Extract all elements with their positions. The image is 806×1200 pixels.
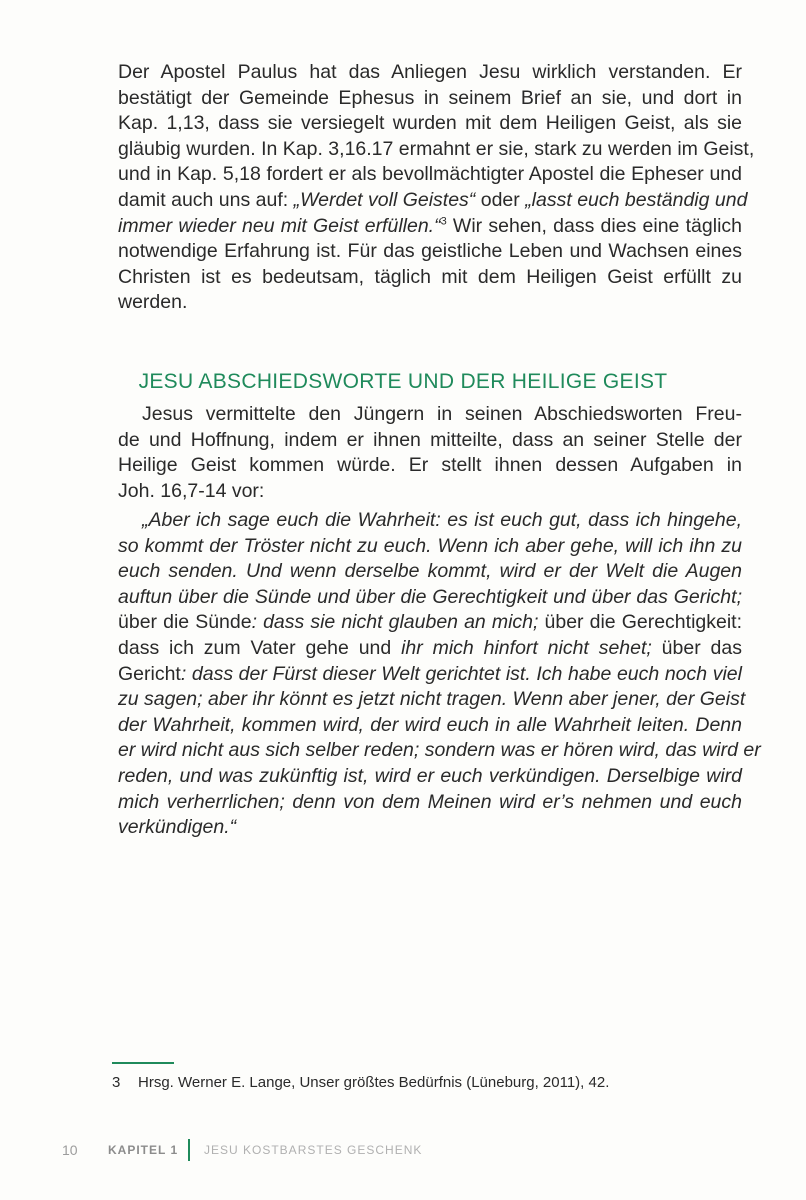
chapter-label: KAPITEL 1 (108, 1143, 179, 1157)
quote-line: mich verherrlichen; denn von dem Meinen wird er’s nehmen und euch (118, 790, 742, 813)
text-segment: Gericht (118, 662, 181, 685)
text-line (118, 214, 742, 240)
section-heading: JESU ABSCHIEDSWORTE UND DER HEILIGE GEIST (138, 370, 668, 393)
footnote-divider (112, 1062, 174, 1064)
text-segment: über die Gerechtigkeit: (538, 611, 743, 634)
quote-line: so kommt der Tröster nicht zu euch. Wenn ich aber gehe, will ich ihn zu (118, 534, 742, 557)
text-segment: oder (475, 188, 526, 211)
text-segment: Wir sehen, dass dies eine täglich (446, 214, 742, 237)
text-line: de und Hoffnung, indem er ihnen mitteilte, dass an seiner Stelle der (118, 428, 742, 451)
text-line: gläubig wurden. In Kap. 3,16.17 ermahnt er sie, stark zu werden im Geist, (118, 137, 755, 160)
text-line (118, 188, 748, 214)
quote-line: zu sagen; aber ihr könnt es jetzt nicht tragen. Wenn aber jener, der Geist (118, 688, 746, 711)
text-segment: dass ich zum Vater gehe und (118, 636, 402, 659)
text-line: bestätigt der Gemeinde Ephesus in seinem Brief an sie, und dort in (118, 86, 742, 109)
text-line: werden. (118, 291, 188, 314)
page-footer (0, 1140, 806, 1164)
footnote-text: Hrsg. Werner E. Lange, Unser größtes Bedürfnis (Lüneburg, 2011), 42. (138, 1074, 610, 1091)
quote-segment: „lasst euch beständig und (525, 188, 748, 211)
text-line: Joh. 16,7-14 vor: (118, 479, 265, 502)
chapter-title: JESU KOSTBARSTES GESCHENK (204, 1143, 423, 1157)
text-line: Heilige Geist kommen würde. Er stellt ihnen dessen Aufgaben in (118, 454, 742, 477)
paragraph-paulus (118, 60, 755, 316)
text-segment: damit auch uns auf: (118, 188, 294, 211)
text-line: notwendige Erfahrung ist. Für das geistliche Leben und Wachsen eines (118, 240, 742, 263)
page-number: 10 (62, 1142, 78, 1158)
paragraph-abschiedsworte (118, 402, 742, 504)
text-line: Kap. 1,13, dass sie versiegelt wurden mit dem Heiligen Geist, als sie (118, 112, 742, 135)
text-segment: über das (651, 636, 742, 659)
quote-line (118, 610, 742, 636)
text-line: Jesus vermittelte den Jüngern in seinen Abschiedsworten Freu- (142, 403, 742, 425)
quote-segment: „Werdet voll Geistes“ (293, 188, 476, 211)
quote-segment: : dass der Fürst dieser Welt gerichtet ist. Ich habe euch noch viel (180, 662, 742, 685)
quote-line: auftun über die Sünde und über die Gerechtigkeit und über das Gericht; (118, 585, 742, 608)
footnote (112, 1074, 609, 1091)
quote-segment: ihr mich hinfort nicht sehet; (401, 636, 652, 659)
quote-line: „Aber ich sage euch die Wahrheit: es ist euch gut, dass ich hingehe, (142, 509, 742, 531)
text-line: Christen ist es bedeutsam, täglich mit dem Heiligen Geist erfüllt zu (118, 265, 742, 288)
text-segment: über die Sünde (118, 611, 252, 634)
quote-line: reden, und was zukünftig ist, wird er euch verkündigen. Derselbige wird (118, 764, 742, 787)
text-line: und in Kap. 5,18 fordert er als bevollmächtigter Apostel die Epheser und (118, 163, 742, 186)
footer-divider (188, 1139, 190, 1161)
quote-line: der Wahrheit, kommen wird, der wird euch in alle Wahrheit leiten. Denn (118, 713, 742, 736)
footnote-number: 3 (112, 1074, 121, 1091)
quote-segment: immer wieder neu mit Geist erfüllen.“ (118, 214, 441, 237)
quote-line (118, 662, 742, 688)
quote-line: euch senden. Und wenn derselbe kommt, wird er der Welt die Augen (118, 560, 742, 583)
bible-quote (118, 508, 761, 841)
quote-line: er wird nicht aus sich selber reden; sondern was er hören wird, das wird er (118, 739, 761, 762)
quote-line: verkündigen.“ (118, 816, 237, 839)
text-line: Der Apostel Paulus hat das Anliegen Jesu wirklich verstanden. Er (118, 61, 742, 83)
footnote-reference[interactable]: 3 (440, 215, 447, 228)
quote-line (118, 636, 742, 662)
quote-segment: : dass sie nicht glauben an mich; (251, 611, 539, 634)
